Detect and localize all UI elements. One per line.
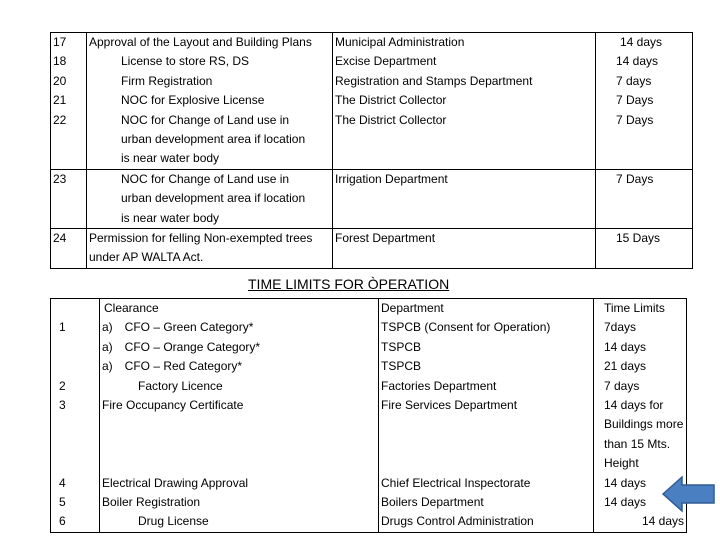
table-row — [51, 33, 693, 170]
cfo-item: a) CFO – Green Category* — [102, 320, 254, 335]
table-row — [51, 169, 693, 228]
operation-time-limits-table — [50, 298, 687, 533]
service-cell: Approval of the Layout and Building Plans License to store RS, DS Firm Registration NOC for Explosive License NOC for Change of Land use in urban development area if location is near water body — [87, 33, 333, 170]
section-title: TIME LIMITS FOR ÒPERATION — [248, 276, 450, 292]
department-cell: Irrigation Department — [333, 169, 596, 228]
approvals-table — [50, 32, 693, 269]
department-cell: Municipal Administration Excise Department Registration and Stamps Department The District Collector The District Collector — [333, 33, 596, 170]
table-row — [51, 299, 687, 533]
department-cell: Department TSPCB (Consent for Operation) TSPCB TSPCB Factories Department Fire Services Department Chief Electrical Inspectorate Boilers Department Drugs Control Administration — [379, 299, 594, 533]
time-cell: 7 Days — [596, 169, 693, 228]
service-cell: Permission for felling Non-exempted trees under AP WALTA Act. — [87, 229, 333, 269]
time-cell: 14 days 14 days 7 days 7 Days 7 Days — [596, 33, 693, 170]
department-cell: Forest Department — [333, 229, 596, 269]
time-cell: 15 Days — [596, 229, 693, 269]
cfo-item: a) CFO – Orange Category* — [102, 339, 261, 354]
left-arrow-icon — [662, 475, 716, 513]
table-row — [51, 229, 693, 269]
row-number: 23 — [51, 169, 87, 228]
service-cell: NOC for Change of Land use in urban development area if location is near water body — [87, 169, 333, 228]
row-number: 1 2 3 4 5 6 — [51, 299, 100, 533]
cfo-item: a) CFO – Red Category* — [102, 359, 243, 374]
row-number: 17 18 20 21 22 — [51, 33, 87, 170]
time-cell: Time Limits 7days 14 days 21 days 7 days 14 days for Buildings more than 15 Mts. Height 14 days 14 days 14 days — [594, 299, 687, 533]
clearance-cell: Clearance a) CFO – Green Category* a) CFO – Orange Category* a) CFO – Red Category* Factory Licence Fire Occupancy Certificate Electrical Drawing Approval Boiler Registration Drug License — [100, 299, 379, 533]
row-number: 24 — [51, 229, 87, 269]
